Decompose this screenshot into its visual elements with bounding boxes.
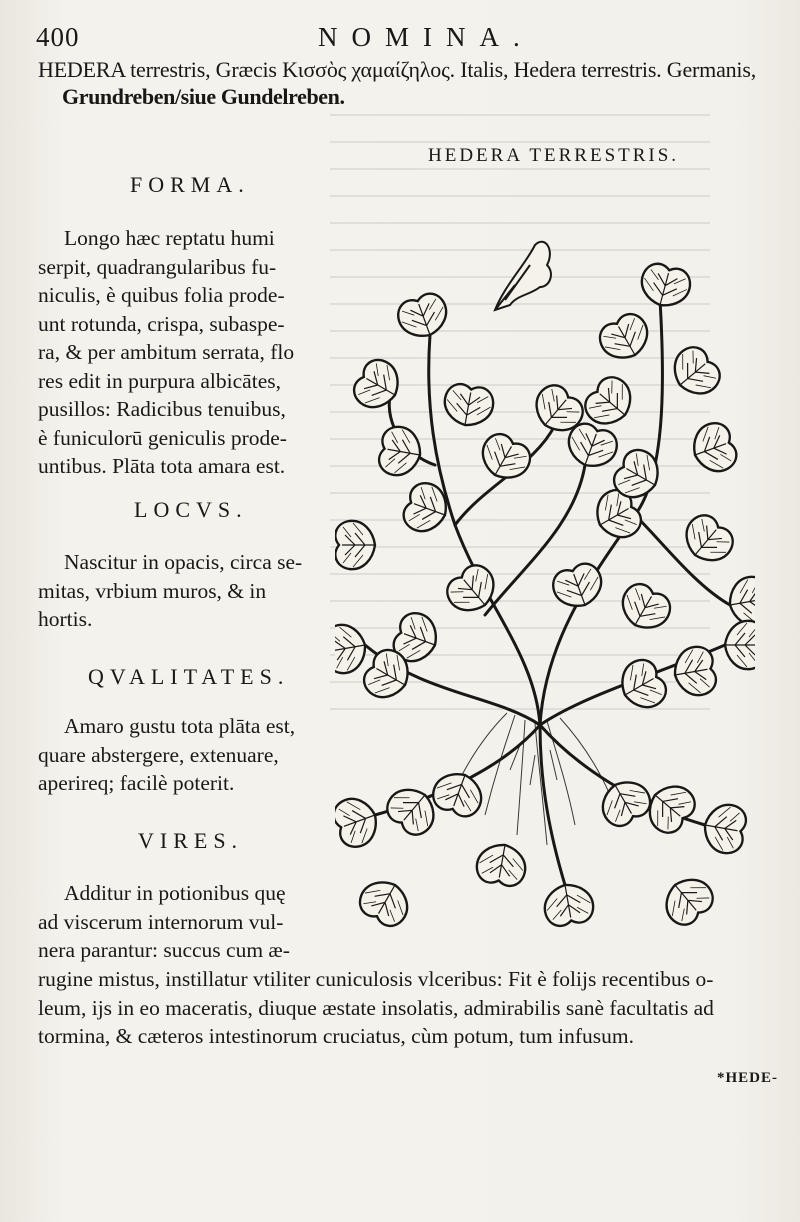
names-line-2: Grundreben/siue Gundelreben. [62, 84, 345, 109]
locus-line: Nascitur in opacis, circa se- [64, 550, 303, 574]
forma-line: untibus. Plāta tota amara est. [38, 454, 286, 478]
vires-line: ad viscerum internorum vul- [38, 909, 284, 934]
forma-line: Longo hæc reptatu humi [64, 226, 275, 250]
vires-text [38, 879, 338, 965]
forma-line: è funiculorū geniculis prode- [38, 425, 287, 450]
heading-vires: VIRES. [138, 828, 244, 853]
qualitates-line: quare abstergere, extenuare, [38, 742, 279, 767]
locus-text [38, 548, 338, 634]
forma-line: pusillos: Radicibus tenuibus, [38, 397, 286, 421]
forma-text [38, 224, 338, 481]
vires-full-line: leum, ijs in eo maceratis, diuque æstate insolatis, admirabilis sanè facultatis ad [38, 995, 714, 1020]
forma-line: serpit, quadrangularibus fu- [38, 254, 277, 279]
page-number: 400 [36, 22, 80, 52]
heading-forma: FORMA. [130, 172, 250, 197]
names-line-1: HEDERA terrestris, Græcis Κισσὸς χαμαίζηλος. Italis, Hedera terrestris. Germanis, [38, 57, 757, 82]
vires-line: nera parantur: succus cum æ- [38, 938, 290, 962]
vires-full-line: rugine mistus, instillatur vtiliter cuniculosis vlceribus: Fit è folijs recentibus o- [38, 967, 714, 991]
qualitates-line: aperireq; facilè poterit. [38, 771, 235, 795]
forma-line: niculis, è quibus folia prode- [38, 283, 285, 307]
qualitates-line: Amaro gustu tota plāta est, [64, 714, 296, 738]
ground-ivy-woodcut-illustration [335, 225, 755, 930]
figure-caption: HEDERA TERRESTRIS. [428, 145, 680, 166]
running-title: NOMINA. [318, 22, 534, 52]
vires-full-line: tormina, & cæteros intestinorum cruciatus, cùm potum, tum infusum. [38, 1024, 634, 1048]
locus-line: hortis. [38, 607, 93, 631]
forma-line: ra, & per ambitum serrata, flo [38, 340, 295, 364]
forma-line: unt rotunda, crispa, subaspe- [38, 311, 285, 336]
vires-full-width-text [38, 965, 778, 1051]
catchword: *HEDE- [716, 1070, 778, 1086]
qualitates-text [38, 712, 338, 798]
forma-line: res edit in purpura albicātes, [38, 368, 281, 393]
heading-qualitates: QVALITATES. [88, 664, 290, 689]
vires-line: Additur in potionibus quę [64, 881, 286, 905]
heading-locus: LOCVS. [134, 497, 248, 522]
locus-line: mitas, vrbium muros, & in [38, 578, 267, 603]
